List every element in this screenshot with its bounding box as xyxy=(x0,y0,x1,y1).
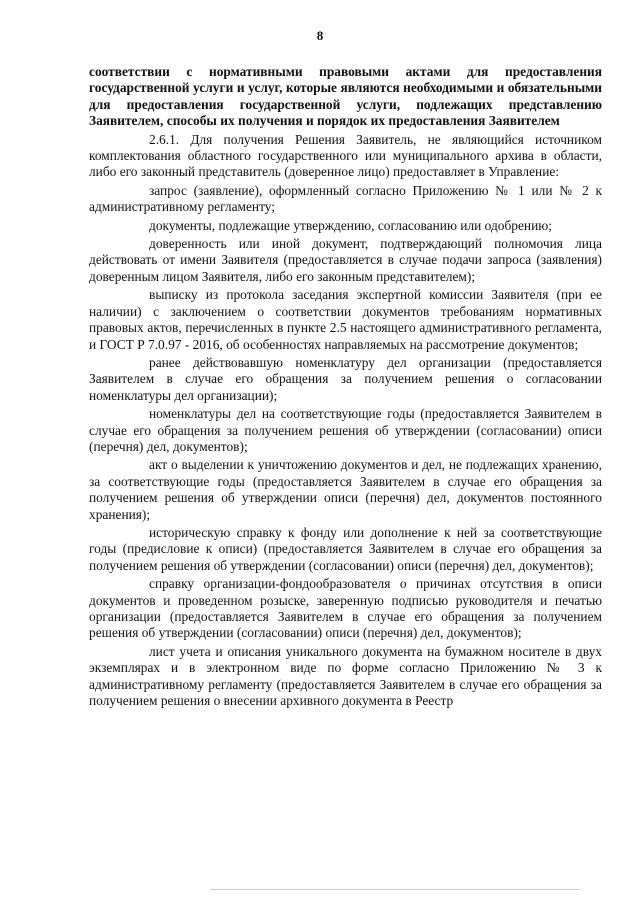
section-heading: соответствии с нормативными правовыми актами для предоставления государственной услуги и услуг, которые являются необходимыми и обязательными для предоставления государственной услуги, подлежащих представлению Заявителем, способы их получения и порядок их предоставления Заявителем xyxy=(89,64,602,129)
paragraph-destruction-act: акт о выделении к уничтожению документов и дел, не подлежащих хранению, за соответствующие годы (предоставляется Заявителем в случае его обращения за получением решения об утверждении описи (перечня) дел, документов постоянного хранения); xyxy=(89,457,602,522)
paragraph-protocol-extract: выписку из протокола заседания экспертной комиссии Заявителя (при ее наличии) с заключением о соответствии документов требованиям нормативных правовых актов, перечисленных в пункте 2.5 настоящего административного регламента, и ГОСТ Р 7.0.97 - 2016, об особенностях направляемых на рассмотрение документов; xyxy=(89,287,602,352)
paragraph-unique-document-sheet: лист учета и описания уникального документа на бумажном носителе в двух экземплярах и в электронном виде по форме согласно Приложению № 3 к административному регламенту (предоставляется Заявителем в случае его обращения за получением решения о внесении архивного документа в Реестр xyxy=(89,643,602,709)
page-number: 8 xyxy=(316,28,324,43)
scan-footer-line xyxy=(210,889,580,890)
paragraph-nomenclatures: номенклатуры дел на соответствующие годы (предоставляется Заявителем в случае его обращения за получением решения об утверждении (согласовании) описи (перечня) дел, документов); xyxy=(89,406,602,454)
paragraph-organization-certificate: справку организации-фондообразователя о причинах отсутствия в описи документов и проведенном розыске, заверенную подписью руководителя и печатью организации (предоставляется Заявителем в случае его обращения за получением решения об утверждении (согласовании) описи (перечня) дел, документов); xyxy=(89,576,602,641)
paragraph-historical-reference: историческую справку к фонду или дополнение к ней за соответствующие годы (предисловие к описи) (предоставляется Заявителем в случае его обращения за получением решения об утверждении (согласовании) описи (перечня) дел, документов); xyxy=(89,524,602,573)
document-body xyxy=(89,64,602,711)
paragraph-2-6-1: 2.6.1. Для получения Решения Заявитель, не являющийся источником комплектования областного государственного или муниципального архива в области, либо его законный представитель (доверенное лицо) предоставляет в Управление: xyxy=(89,131,602,180)
paragraph-request: запрос (заявление), оформленный согласно Приложению № 1 или № 2 к административному регламенту; xyxy=(89,182,602,215)
paragraph-documents: документы, подлежащие утверждению, согласованию или одобрению; xyxy=(149,217,552,233)
paragraph-power-of-attorney: доверенность или иной документ, подтверждающий полномочия лица действовать от имени Заявителя (предоставляется в случае подачи запроса (заявления) доверенным лицом Заявителя, либо его законным представителем); xyxy=(89,236,602,284)
paragraph-previous-nomenclature: ранее действовавшую номенклатуру дел организации (предоставляется Заявителем в случае его обращения за получением решения о согласовании номенклатуры дел организации); xyxy=(89,354,602,403)
